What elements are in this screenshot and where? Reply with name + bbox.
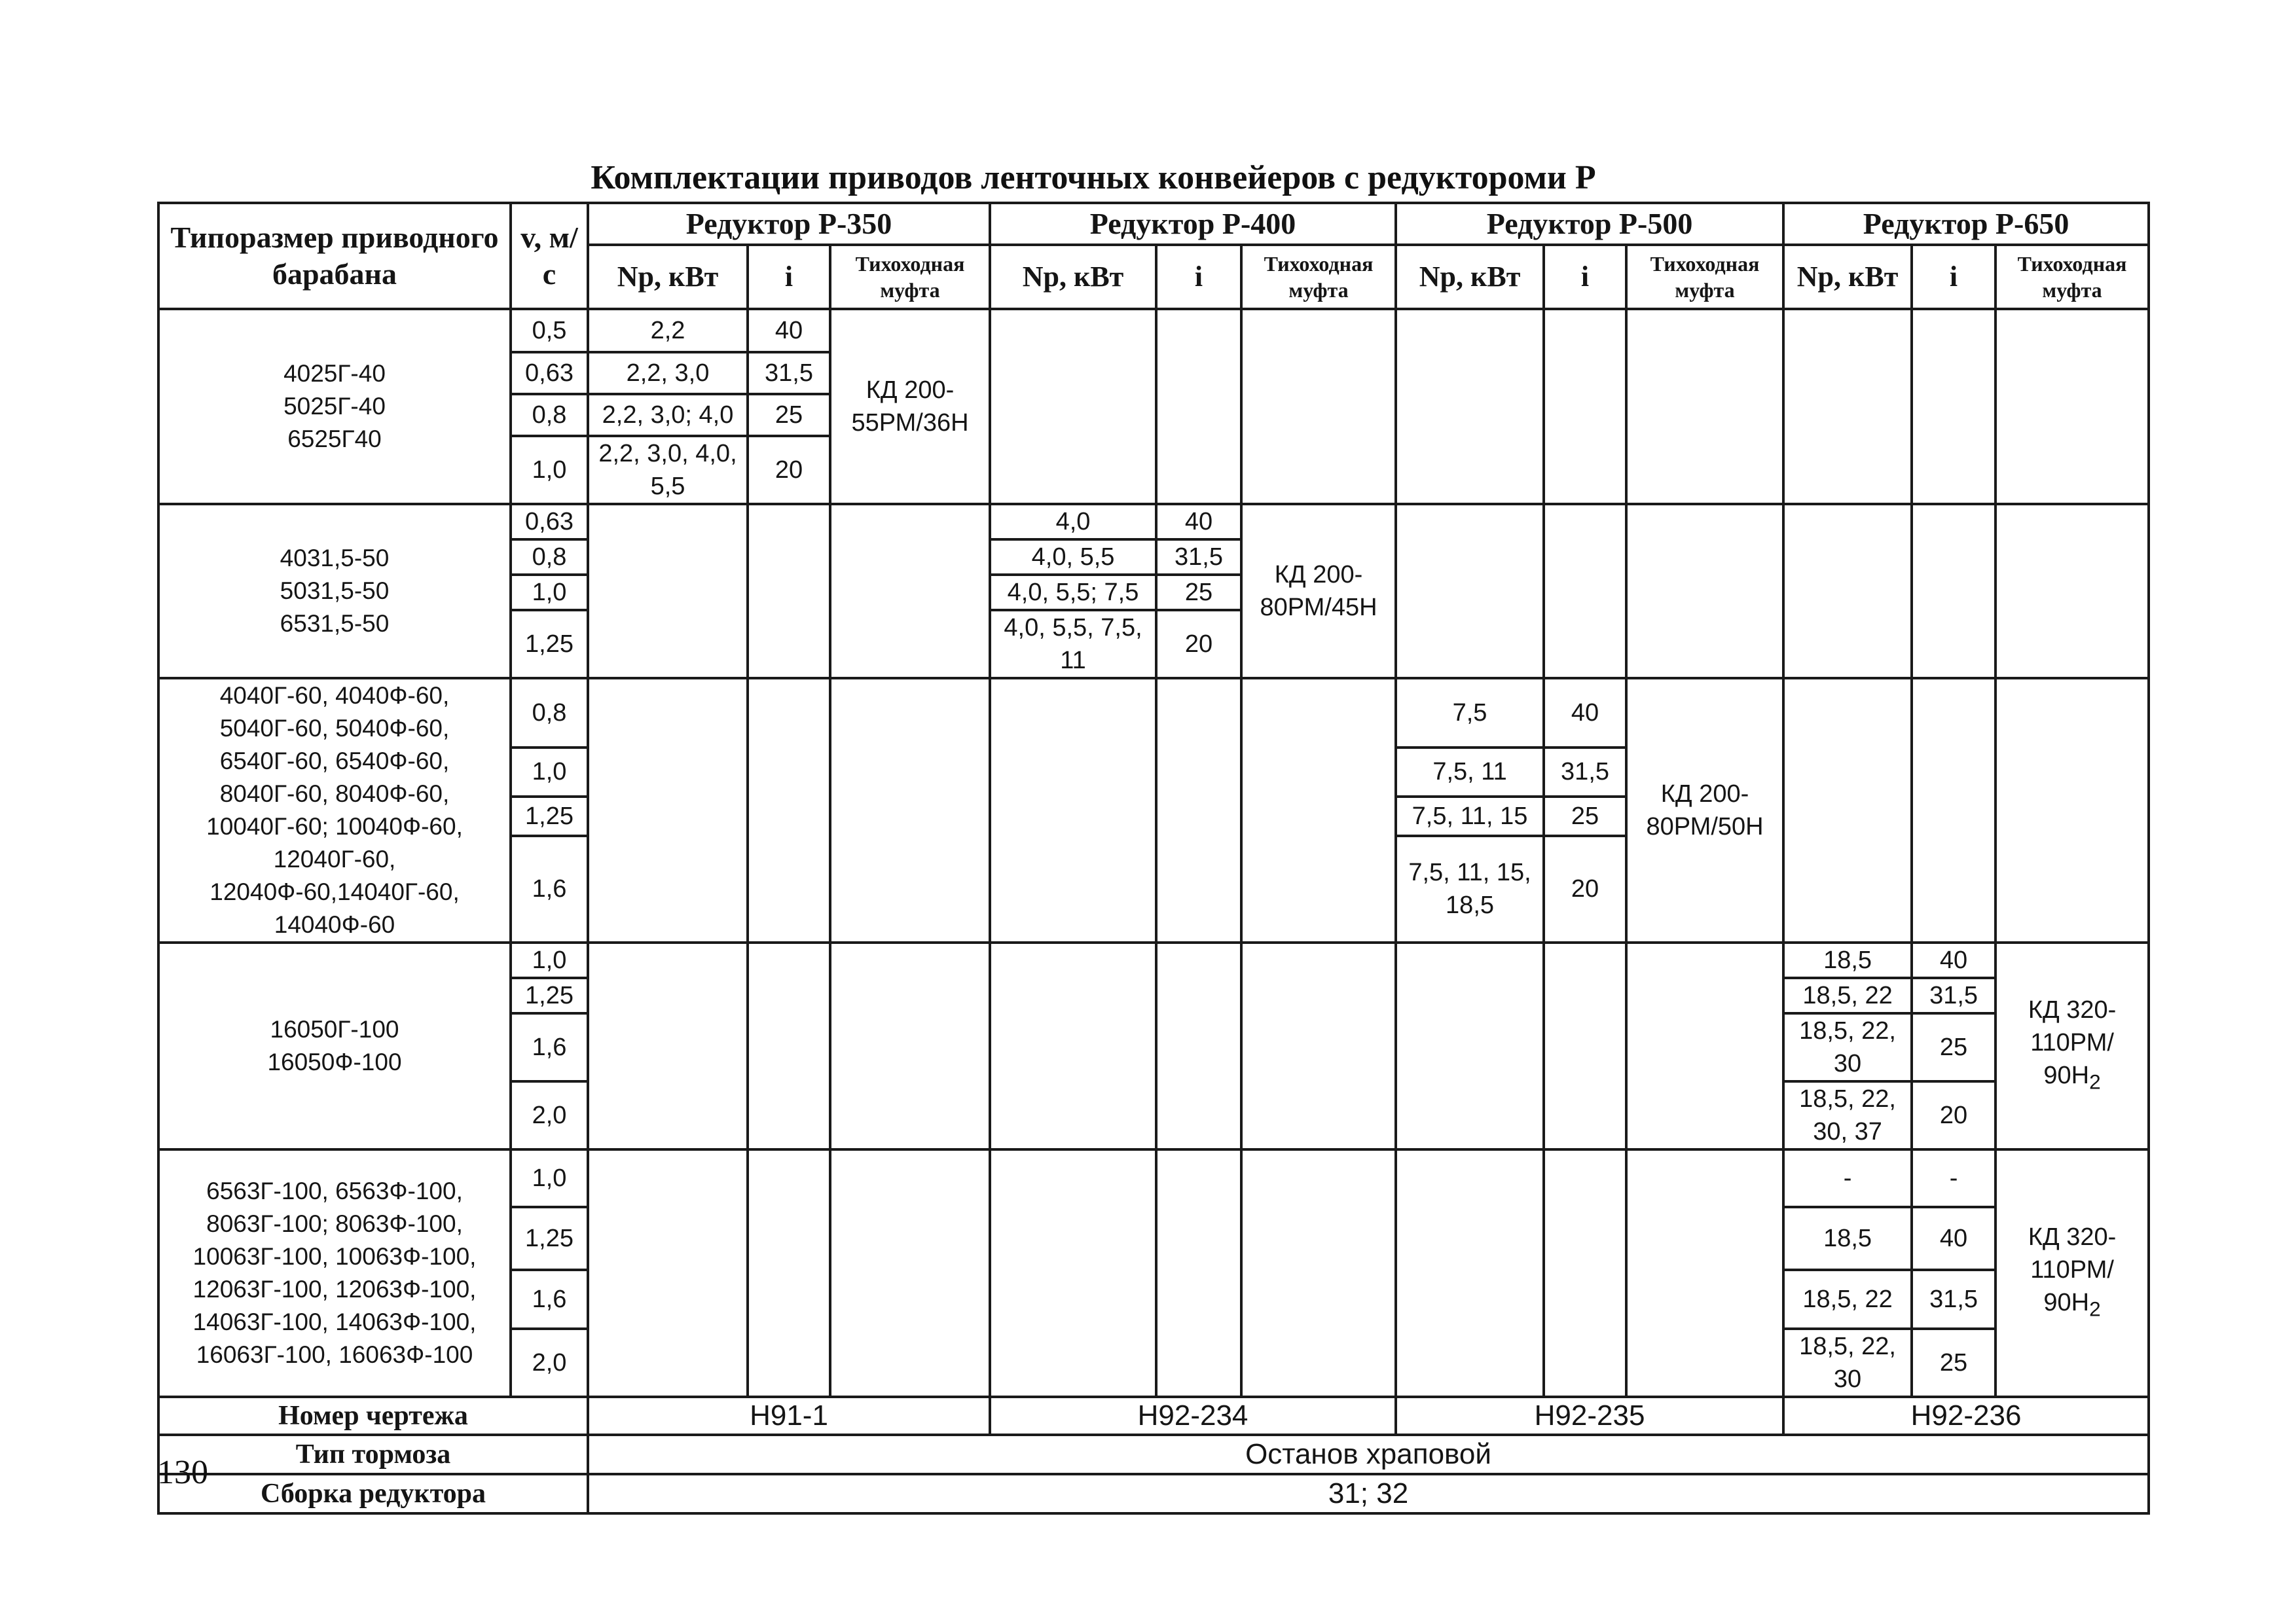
ratio-cell: 40 — [748, 309, 830, 352]
power-cell: 18,5, 22 — [1783, 978, 1912, 1013]
drawing-number: Н92-236 — [1783, 1397, 2149, 1435]
empty-cell — [1241, 678, 1396, 943]
empty-cell — [1912, 678, 1995, 943]
spec-table — [157, 202, 2150, 1515]
header-np: Np, кВт — [990, 245, 1156, 309]
header-coupling: Тихоходная муфта — [1626, 245, 1783, 309]
empty-cell — [748, 504, 830, 678]
speed-cell: 1,0 — [511, 748, 588, 797]
table-row — [158, 678, 2149, 748]
empty-cell — [1912, 504, 1995, 678]
brake-type: Останов храповой — [588, 1435, 2149, 1474]
speed-cell: 1,25 — [511, 610, 588, 678]
speed-cell: 1,25 — [511, 797, 588, 836]
empty-cell — [748, 678, 830, 943]
empty-cell — [1156, 943, 1241, 1149]
speed-cell: 1,0 — [511, 1149, 588, 1207]
gearbox-assembly: 31; 32 — [588, 1474, 2149, 1513]
power-cell: 18,5, 22 — [1783, 1270, 1912, 1329]
header-i: i — [1156, 245, 1241, 309]
empty-cell — [1544, 943, 1626, 1149]
power-cell: 7,5, 11, 15 — [1396, 797, 1544, 836]
empty-cell — [830, 504, 990, 678]
drum-sizes: 16050Г-100 16050Ф-100 — [158, 943, 511, 1149]
header-group-r650: Редуктор Р-650 — [1783, 203, 2149, 245]
table-row — [158, 309, 2149, 352]
brake-type-label: Тип тормоза — [158, 1435, 588, 1474]
empty-cell — [1241, 1149, 1396, 1397]
gearbox-assembly-label: Сборка редуктора — [158, 1474, 588, 1513]
empty-cell — [990, 309, 1156, 504]
footer-row-drawing — [158, 1397, 2149, 1435]
header-group-r400: Редуктор Р-400 — [990, 203, 1396, 245]
power-cell: 18,5 — [1783, 1207, 1912, 1270]
empty-cell — [1626, 1149, 1783, 1397]
header-np: Np, кВт — [1396, 245, 1544, 309]
header-group-r350: Редуктор Р-350 — [588, 203, 990, 245]
empty-cell — [1241, 309, 1396, 504]
power-cell: 18,5, 22, 30, 37 — [1783, 1081, 1912, 1149]
drum-sizes: 4031,5-50 5031,5-50 6531,5-50 — [158, 504, 511, 678]
coupling-cell: КД 200-80РМ/45Н — [1241, 504, 1396, 678]
header-coupling: Тихоходная муфта — [830, 245, 990, 309]
empty-cell — [588, 1149, 748, 1397]
header-row-groups — [158, 203, 2149, 245]
power-cell: 7,5 — [1396, 678, 1544, 748]
table-row — [158, 943, 2149, 978]
power-cell: - — [1783, 1149, 1912, 1207]
coupling-subscript: 2 — [2089, 1070, 2101, 1094]
power-cell: 4,0, 5,5, 7,5, 11 — [990, 610, 1156, 678]
empty-cell — [1156, 678, 1241, 943]
empty-cell — [1995, 678, 2149, 943]
header-np: Np, кВт — [588, 245, 748, 309]
coupling-text: КД 320-110РМ/ 90Н — [2028, 996, 2117, 1090]
header-i: i — [1912, 245, 1995, 309]
coupling-text: КД 320-110РМ/ 90Н — [2028, 1223, 2117, 1317]
empty-cell — [1626, 943, 1783, 1149]
speed-cell: 1,0 — [511, 436, 588, 504]
empty-cell — [588, 504, 748, 678]
empty-cell — [1626, 504, 1783, 678]
empty-cell — [1783, 678, 1912, 943]
header-speed: v, м/с — [511, 203, 588, 309]
ratio-cell: 40 — [1544, 678, 1626, 748]
ratio-cell: 31,5 — [1912, 978, 1995, 1013]
empty-cell — [830, 943, 990, 1149]
drawing-number: Н92-235 — [1396, 1397, 1783, 1435]
speed-cell: 0,8 — [511, 394, 588, 436]
power-cell: 2,2, 3,0; 4,0 — [588, 394, 748, 436]
empty-cell — [1156, 309, 1241, 504]
empty-cell — [1544, 309, 1626, 504]
ratio-cell: 25 — [1544, 797, 1626, 836]
coupling-cell: КД 200-80РМ/50Н — [1626, 678, 1783, 943]
empty-cell — [588, 678, 748, 943]
coupling-cell — [1995, 943, 2149, 1149]
speed-cell: 1,25 — [511, 978, 588, 1013]
power-cell: 2,2, 3,0 — [588, 352, 748, 394]
footer-row-brake — [158, 1435, 2149, 1474]
empty-cell — [748, 1149, 830, 1397]
ratio-cell: 20 — [1156, 610, 1241, 678]
empty-cell — [990, 678, 1156, 943]
power-cell: 7,5, 11, 15, 18,5 — [1396, 836, 1544, 943]
coupling-subscript: 2 — [2089, 1297, 2101, 1321]
ratio-cell: 25 — [748, 394, 830, 436]
drum-sizes: 4025Г-40 5025Г-40 6525Г40 — [158, 309, 511, 504]
power-cell: 7,5, 11 — [1396, 748, 1544, 797]
speed-cell: 0,63 — [511, 504, 588, 539]
empty-cell — [1241, 943, 1396, 1149]
header-group-r500: Редуктор Р-500 — [1396, 203, 1783, 245]
speed-cell: 0,8 — [511, 539, 588, 575]
header-np: Np, кВт — [1783, 245, 1912, 309]
table-row — [158, 504, 2149, 539]
ratio-cell: 25 — [1912, 1329, 1995, 1397]
ratio-cell: 31,5 — [1544, 748, 1626, 797]
empty-cell — [748, 943, 830, 1149]
empty-cell — [1396, 504, 1544, 678]
empty-cell — [830, 678, 990, 943]
empty-cell — [588, 943, 748, 1149]
table-row — [158, 1149, 2149, 1207]
header-i: i — [748, 245, 830, 309]
speed-cell: 0,8 — [511, 678, 588, 748]
ratio-cell: 31,5 — [1912, 1270, 1995, 1329]
footer-row-assembly — [158, 1474, 2149, 1513]
speed-cell: 1,6 — [511, 1013, 588, 1081]
empty-cell — [830, 1149, 990, 1397]
page-number: 130 — [157, 1454, 208, 1491]
drum-sizes: 6563Г-100, 6563Ф-100, 8063Г-100; 8063Ф-100, 10063Г-100, 10063Ф-100, 12063Г-100, 12063Ф-100, 14063Г-100, 14063Ф-100, 16063Г-100, 16063Ф-100 — [158, 1149, 511, 1397]
drawing-number: Н91-1 — [588, 1397, 990, 1435]
power-cell: 2,2 — [588, 309, 748, 352]
power-cell: 4,0, 5,5 — [990, 539, 1156, 575]
empty-cell — [1995, 504, 2149, 678]
drum-sizes: 4040Г-60, 4040Ф-60, 5040Г-60, 5040Ф-60, 6540Г-60, 6540Ф-60, 8040Г-60, 8040Ф-60, 10040Г-60; 10040Ф-60, 12040Г-60, 12040Ф-60,14040Г-60, 14040Ф-60 — [158, 678, 511, 943]
power-cell: 18,5 — [1783, 943, 1912, 978]
ratio-cell: 25 — [1156, 575, 1241, 610]
ratio-cell: 40 — [1912, 943, 1995, 978]
ratio-cell: 31,5 — [1156, 539, 1241, 575]
speed-cell: 0,63 — [511, 352, 588, 394]
speed-cell: 1,0 — [511, 575, 588, 610]
empty-cell — [990, 943, 1156, 1149]
empty-cell — [1912, 309, 1995, 504]
speed-cell: 1,25 — [511, 1207, 588, 1270]
empty-cell — [990, 1149, 1156, 1397]
speed-cell: 2,0 — [511, 1081, 588, 1149]
power-cell: 4,0, 5,5; 7,5 — [990, 575, 1156, 610]
empty-cell — [1396, 309, 1544, 504]
ratio-cell: - — [1912, 1149, 1995, 1207]
empty-cell — [1544, 504, 1626, 678]
speed-cell: 1,6 — [511, 836, 588, 943]
power-cell: 2,2, 3,0, 4,0, 5,5 — [588, 436, 748, 504]
coupling-cell — [1995, 1149, 2149, 1397]
ratio-cell: 20 — [1544, 836, 1626, 943]
empty-cell — [1396, 1149, 1544, 1397]
ratio-cell: 20 — [748, 436, 830, 504]
empty-cell — [1156, 1149, 1241, 1397]
drawing-number-label: Номер чертежа — [158, 1397, 588, 1435]
header-coupling: Тихоходная муфта — [1241, 245, 1396, 309]
speed-cell: 2,0 — [511, 1329, 588, 1397]
drawing-number: Н92-234 — [990, 1397, 1396, 1435]
coupling-cell: КД 200-55РМ/36Н — [830, 309, 990, 504]
empty-cell — [1783, 504, 1912, 678]
ratio-cell: 40 — [1912, 1207, 1995, 1270]
speed-cell: 1,6 — [511, 1270, 588, 1329]
empty-cell — [1783, 309, 1912, 504]
empty-cell — [1626, 309, 1783, 504]
ratio-cell: 25 — [1912, 1013, 1995, 1081]
ratio-cell: 20 — [1912, 1081, 1995, 1149]
empty-cell — [1396, 943, 1544, 1149]
table-title: Комплектации приводов ленточных конвейеров с редуктороми Р — [591, 159, 1596, 196]
power-cell: 18,5, 22, 30 — [1783, 1013, 1912, 1081]
header-size: Типоразмер приводного барабана — [158, 203, 511, 309]
ratio-cell: 31,5 — [748, 352, 830, 394]
ratio-cell: 40 — [1156, 504, 1241, 539]
speed-cell: 0,5 — [511, 309, 588, 352]
empty-cell — [1544, 1149, 1626, 1397]
header-i: i — [1544, 245, 1626, 309]
power-cell: 18,5, 22, 30 — [1783, 1329, 1912, 1397]
empty-cell — [1995, 309, 2149, 504]
header-coupling: Тихоходная муфта — [1995, 245, 2149, 309]
power-cell: 4,0 — [990, 504, 1156, 539]
speed-cell: 1,0 — [511, 943, 588, 978]
